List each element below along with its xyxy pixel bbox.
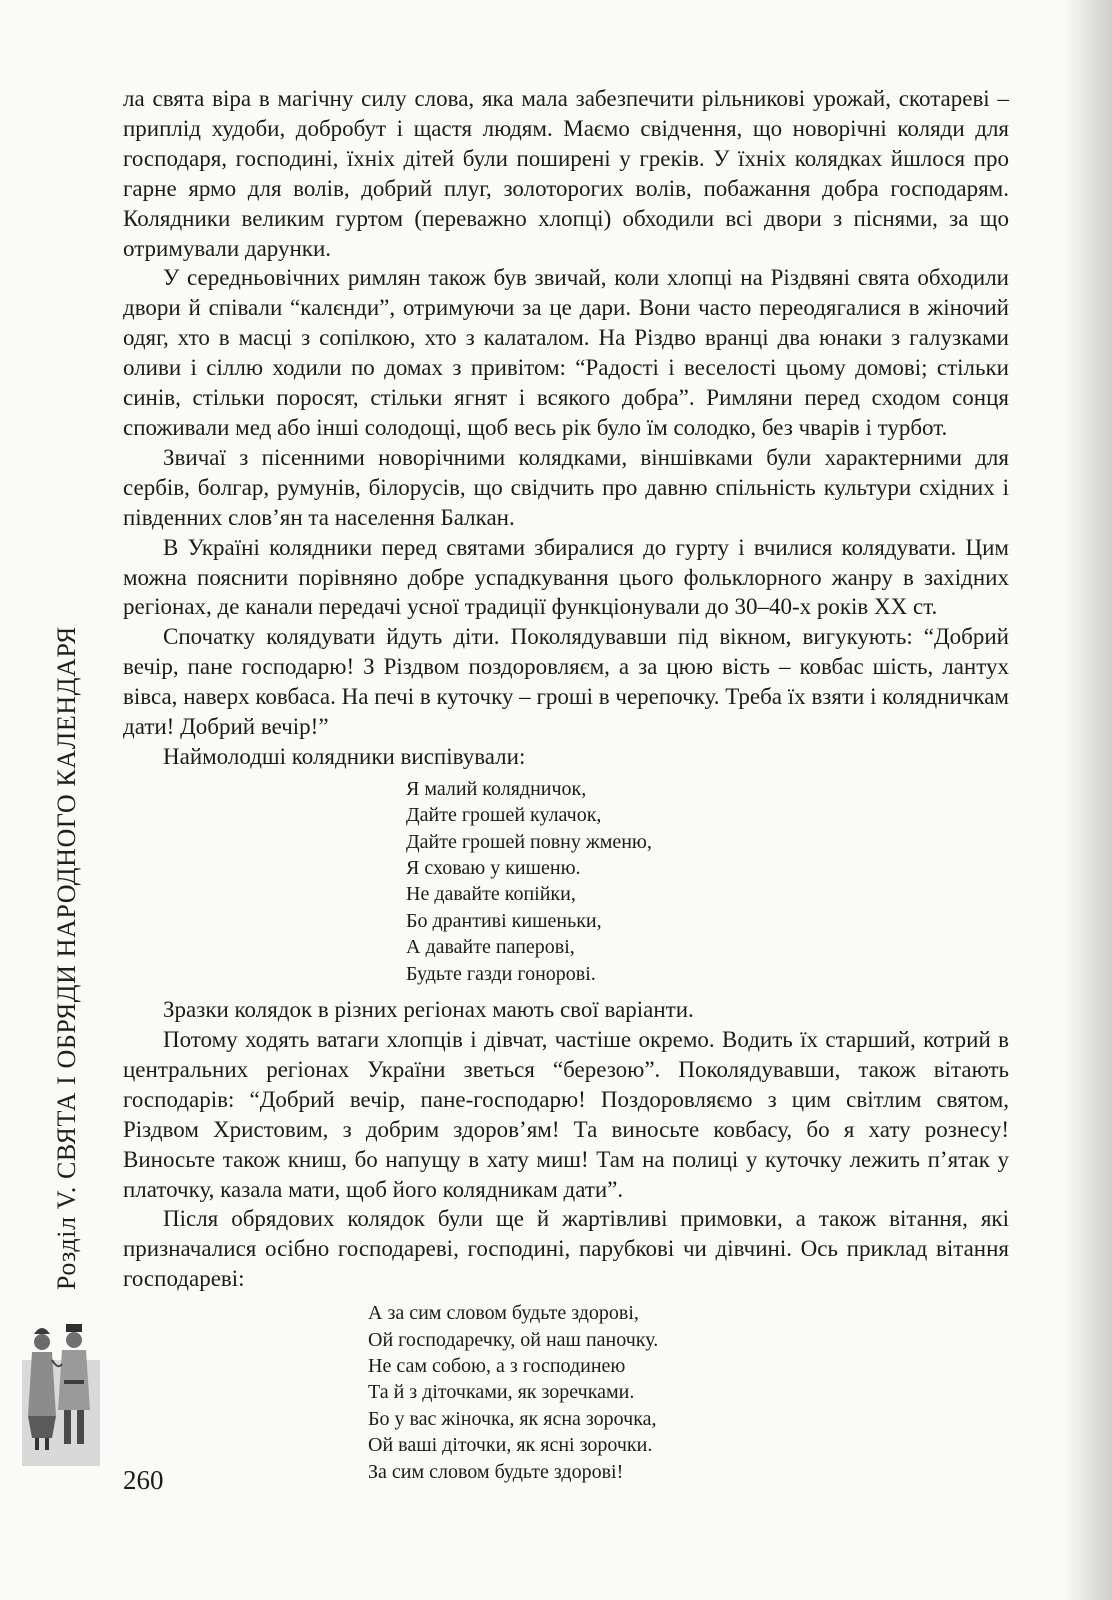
poem-line: Дайте грошей повну жменю, bbox=[406, 830, 652, 853]
poem-line: Я сховаю у кишеню. bbox=[406, 857, 581, 880]
paragraph: Зразки колядок в різних регіонах мають свої варіанти. bbox=[163, 997, 694, 1023]
page-edge-shadow bbox=[1064, 0, 1112, 1600]
page-number: 260 bbox=[123, 1465, 164, 1495]
paragraph: Спочатку колядувати йдуть діти. Поколядувавши під вікном, вигукують: “Добрий вечір, пане господарю! З Різдвом поздоровляєм, а за цюю вість – ковбас шість, лантух вівса, наверх ковбаса. На печі в куточку – гроші в черепочку. Треба їх взяти і колядничкам дати! Добрий вечір!” bbox=[123, 624, 1009, 740]
paragraph: У середньовічних римлян також був звичай, коли хлопці на Різдвяні свята обходили двори й співали “калєнди”, отримуючи за це дари. Вони часто переодягалися в жіночий одяг, хто в масці з сопілкою, хто з калаталом. На Різдво вранці два юнаки з галузками оливи і сіллю ходили по домах з привітом: “Радості і веселості цьому домові; стільки синів, стільки поросят, стільки ягнят і всякого добра”. Римляни перед сходом сонця споживали мед або інші солодощі, щоб весь рік було їм солодко, без чварів і турбот. bbox=[123, 265, 1009, 440]
poem-carol bbox=[123, 776, 1009, 987]
poem-line: А за сим словом будьте здорові, bbox=[368, 1302, 639, 1325]
paragraph: Звичаї з пісенними новорічними колядками, віншівками були характерними для сербів, болгар, румунів, білорусів, що свідчить про давню спільність культури східних і південних слов’ян та населення Балкан. bbox=[123, 444, 1009, 530]
paragraph: ла свята віра в магічну силу слова, яка мала забезпечити рільникові урожай, скотареві – приплід худоби, добробут і щастя людям. Маємо свідчення, що новорічні коляди для господаря, господині, їхніх дітей були поширені у греків. У їхніх колядках йшлося про гарне ярмо для волів, добрий плуг, золоторогих волів, побажання добра господарям. Колядники великим гуртом (переважно хлопці) обходили всі двори з піснями, за що отримували дарунки. bbox=[123, 86, 1009, 261]
poem-line: Не сам собою, а з господинею bbox=[368, 1354, 626, 1377]
paragraph: Наймолодші колядники виспівували: bbox=[163, 743, 526, 769]
poem-line: Ой ваші діточки, як ясні зорочки. bbox=[368, 1434, 653, 1457]
poem-line: Бо дрантиві кишеньки, bbox=[406, 909, 602, 932]
folk-couple-illustration-icon bbox=[22, 1320, 100, 1466]
poem-line: Бо у вас жіночка, як ясна зорочка, bbox=[368, 1407, 657, 1430]
poem-line: Та й з діточками, як зоречками. bbox=[368, 1381, 635, 1404]
chapter-side-title: Розділ V. СВЯТА І ОБРЯДИ НАРОДНОГО КАЛЕНДАРЯ bbox=[52, 626, 81, 1290]
poem-line: Не давайте копійки, bbox=[406, 883, 576, 906]
poem-greeting bbox=[123, 1300, 1009, 1485]
poem-line: Будьте газди гонорові. bbox=[406, 962, 596, 985]
poem-line: За сим словом будьте здорові! bbox=[368, 1460, 624, 1483]
paragraph: В Україні колядники перед святами збиралися до гурту і вчилися колядувати. Цим можна пояснити порівняно добре успадкування цього фольклорного жанру в західних регіонах, де канали передачі усної традиції функціонували до 30–40-х років XX ст. bbox=[123, 534, 1009, 620]
poem-line: А давайте паперові, bbox=[406, 936, 575, 959]
body-text bbox=[123, 84, 1009, 1493]
paragraph: Потому ходять ватаги хлопців і дівчат, частіше окремо. Водить їх старший, котрий в центральних регіонах України зветься “березою”. Поколядувавши, також вітають господарів: “Добрий вечір, пане-господарю! Поздоровляємо з цим світлим святом, Різдвом Христовим, з добрим здоров’ям! Та виносьте ковбасу, бо я хату рознесу! Виносьте також книш, бо напущу в хату миш! Там на полиці у куточку лежить п’ятак у платочку, казала мати, щоб його колядникам дати”. bbox=[123, 1027, 1009, 1202]
poem-line: Ой господаречку, ой наш паночку. bbox=[368, 1328, 659, 1351]
paragraph: Після обрядових колядок були ще й жартівливі примовки, а також вітання, які призначалися осібно господареві, господині, парубкові чи дівчині. Ось приклад вітання господареві: bbox=[123, 1206, 1009, 1292]
poem-line: Я малий колядничок, bbox=[406, 777, 587, 800]
poem-line: Дайте грошей кулачок, bbox=[406, 804, 602, 827]
